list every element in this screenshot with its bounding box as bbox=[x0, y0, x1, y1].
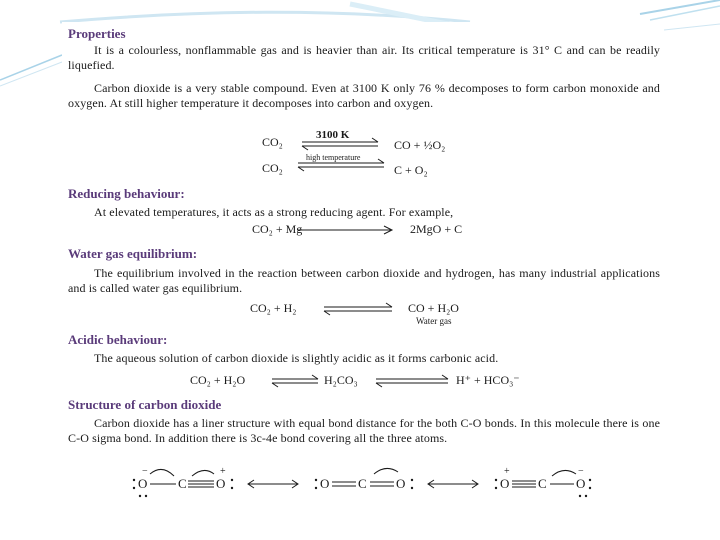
resonance-structures bbox=[122, 462, 602, 506]
reducing-para-1: At elevated temperatures, it acts as a strong reducing agent. For example, bbox=[94, 205, 454, 219]
properties-para-1: It is a colourless, nonflammable gas and is heavier than air. Its critical temperature is 31° C and can be readily liquefied. bbox=[68, 43, 660, 72]
heading-properties: Properties bbox=[68, 26, 126, 41]
eq1-condition: 3100 K bbox=[316, 129, 350, 141]
document-page bbox=[62, 22, 664, 508]
heading-structure: Structure of carbon dioxide bbox=[68, 397, 222, 412]
s1-charge-minus: − bbox=[142, 466, 148, 477]
s2-atom-c: C bbox=[358, 476, 367, 491]
water-gas-eq-right: CO + H₂O bbox=[408, 301, 459, 315]
reducing-eq-left: CO₂ + Mg bbox=[252, 222, 303, 236]
eq2-left: CO₂ bbox=[262, 161, 283, 175]
s3-atom-o2: O bbox=[576, 476, 586, 491]
heading-water-gas: Water gas equilibrium: bbox=[68, 246, 198, 261]
s2-atom-o2: O bbox=[396, 476, 406, 491]
acidic-eq-right: H⁺ + HCO₃⁻ bbox=[456, 373, 520, 387]
s3-atom-c: C bbox=[538, 476, 547, 491]
water-gas-para-1: The equilibrium involved in the reaction between carbon dioxide and hydrogen, has many industrial applications and is called water gas equilibrium. bbox=[68, 266, 660, 295]
heading-reducing: Reducing behaviour: bbox=[68, 186, 185, 201]
water-gas-eq-left: CO₂ + H₂ bbox=[250, 301, 297, 315]
s1-atom-c: C bbox=[178, 476, 187, 491]
eq1-left: CO₂ bbox=[262, 135, 283, 149]
s1-charge-plus: + bbox=[220, 466, 226, 477]
acidic-eq-mid: H₂CO₃ bbox=[324, 373, 358, 387]
structure-para-1: Carbon dioxide has a liner structure with equal bond distance for the both C-O bonds. In this molecule there is one C-O sigma bond. In addition there is 3c-4e bond covering all the three atoms. bbox=[68, 416, 660, 445]
heading-acidic: Acidic behaviour: bbox=[68, 332, 168, 347]
eq2-condition: high temperature bbox=[306, 153, 361, 162]
eq2-right: C + O₂ bbox=[394, 163, 428, 177]
water-gas-note: Water gas bbox=[416, 316, 452, 326]
s2-atom-o1: O bbox=[320, 476, 330, 491]
s3-atom-o1: O bbox=[500, 476, 510, 491]
s1-atom-o2: O bbox=[216, 476, 226, 491]
eq1-right: CO + ½O₂ bbox=[394, 138, 446, 152]
properties-para-2: Carbon dioxide is a very stable compound. Even at 3100 K only 76 % decomposes to form carbon monoxide and oxygen. At still higher temperature it decomposes into carbon and oxygen. bbox=[68, 81, 660, 110]
acidic-eq-left: CO₂ + H₂O bbox=[190, 373, 246, 387]
s3-charge-plus: + bbox=[504, 466, 510, 477]
s3-charge-minus: − bbox=[578, 466, 584, 477]
reducing-eq-right: 2MgO + C bbox=[410, 222, 463, 236]
s1-atom-o1: O bbox=[138, 476, 148, 491]
acidic-para-1: The aqueous solution of carbon dioxide is slightly acidic as it forms carbonic acid. bbox=[94, 351, 499, 365]
